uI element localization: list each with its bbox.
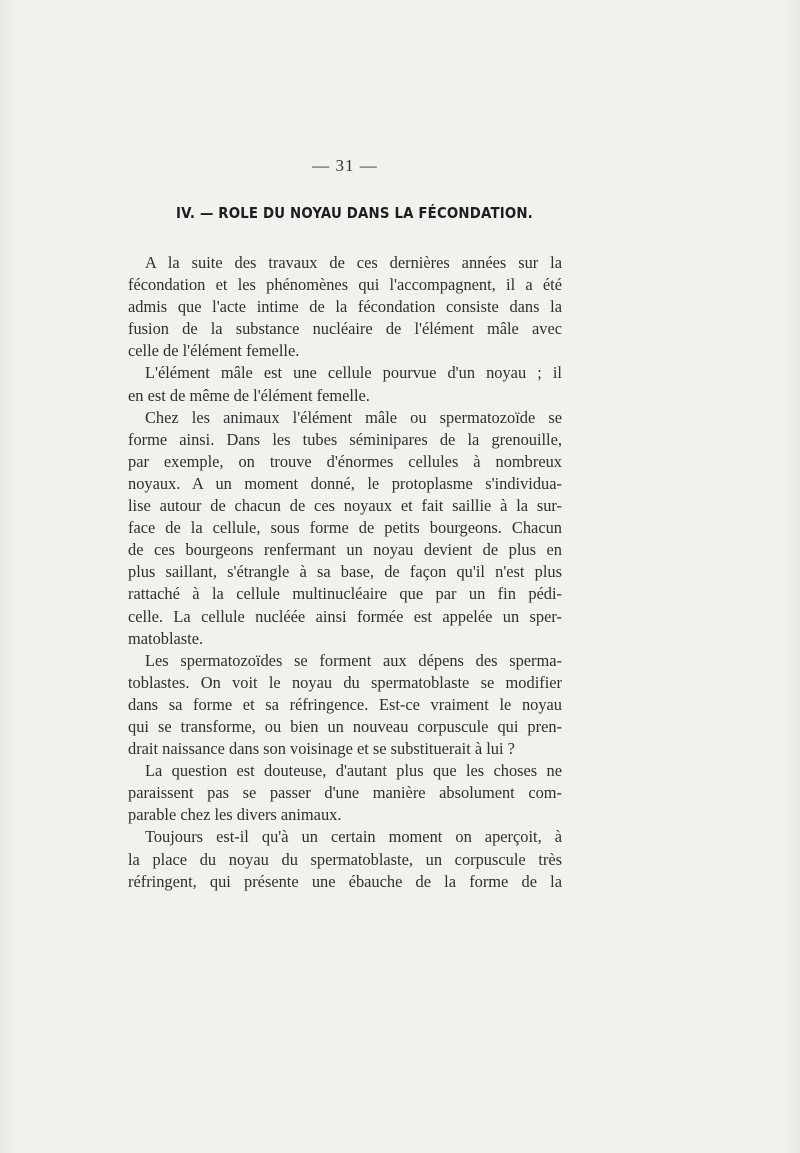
text-line: Chez les animaux l'élément mâle ou spermatozoïde se: [145, 407, 562, 427]
text-line: drait naissance dans son voisinage et se substituerait à lui ?: [128, 739, 515, 759]
text-line: fécondation et les phénomènes qui l'accompagnent, il a été: [128, 275, 562, 295]
text-line: en est de même de l'élément femelle.: [128, 385, 370, 405]
paragraph: [128, 252, 562, 362]
text-line: qui se transforme, ou bien un nouveau corpuscule qui pren-: [128, 716, 562, 736]
paragraph: [128, 362, 562, 406]
text-line: Les spermatozoïdes se forment aux dépens des sperma-: [145, 650, 562, 670]
paragraph: [128, 650, 562, 760]
text-line: de ces bourgeons renfermant un noyau devient de plus en: [128, 540, 562, 560]
text-line: plus saillant, s'étrangle à sa base, de façon qu'il n'est plus: [128, 562, 562, 582]
text-line: admis que l'acte intime de la fécondation consiste dans la: [128, 297, 562, 317]
text-line: la place du noyau du spermatoblaste, un corpuscule très: [128, 849, 562, 869]
text-line: celle. La cellule nucléée ainsi formée est appelée un sper-: [128, 606, 562, 626]
text-line: L'élément mâle est une cellule pourvue d'un noyau ; il: [145, 363, 562, 383]
paragraph: [128, 407, 562, 650]
text-line: dans sa forme et sa réfringence. Est-ce vraiment le noyau: [128, 694, 562, 714]
text-line: face de la cellule, sous forme de petits bourgeons. Chacun: [128, 518, 562, 538]
text-line: lise autour de chacun de ces noyaux et fait saillie à la sur-: [128, 496, 562, 516]
page-number: — 31 —: [312, 156, 378, 175]
body-text: [128, 252, 562, 893]
text-line: celle de l'élément femelle.: [128, 341, 300, 361]
text-line: rattaché à la cellule multinucléaire que par un fin pédi-: [128, 584, 562, 604]
text-line: paraissent pas se passer d'une manière absolument com-: [128, 783, 562, 803]
text-line: toblastes. On voit le noyau du spermatoblaste se modifier: [128, 672, 562, 692]
paragraph: [128, 826, 562, 892]
text-line: matoblaste.: [128, 628, 204, 648]
text-line: réfringent, qui présente une ébauche de la forme de la: [128, 871, 562, 891]
text-line: fusion de la substance nucléaire de l'élément mâle avec: [128, 319, 562, 339]
paragraph: [128, 760, 562, 826]
text-line: par exemple, on trouve d'énormes cellules à nombreux: [128, 451, 562, 471]
chapter-title: IV. — ROLE DU NOYAU DANS LA FÉCONDATION.: [176, 204, 533, 222]
text-line: forme ainsi. Dans les tubes séminipares de la grenouille,: [128, 429, 562, 449]
text-line: A la suite des travaux de ces dernières années sur la: [145, 253, 562, 272]
text-line: La question est douteuse, d'autant plus que les choses ne: [145, 761, 562, 781]
text-line: parable chez les divers animaux.: [128, 805, 342, 825]
text-line: noyaux. A un moment donné, le protoplasme s'individua-: [128, 473, 562, 493]
text-line: Toujours est-il qu'à un certain moment on aperçoit, à: [145, 827, 562, 847]
